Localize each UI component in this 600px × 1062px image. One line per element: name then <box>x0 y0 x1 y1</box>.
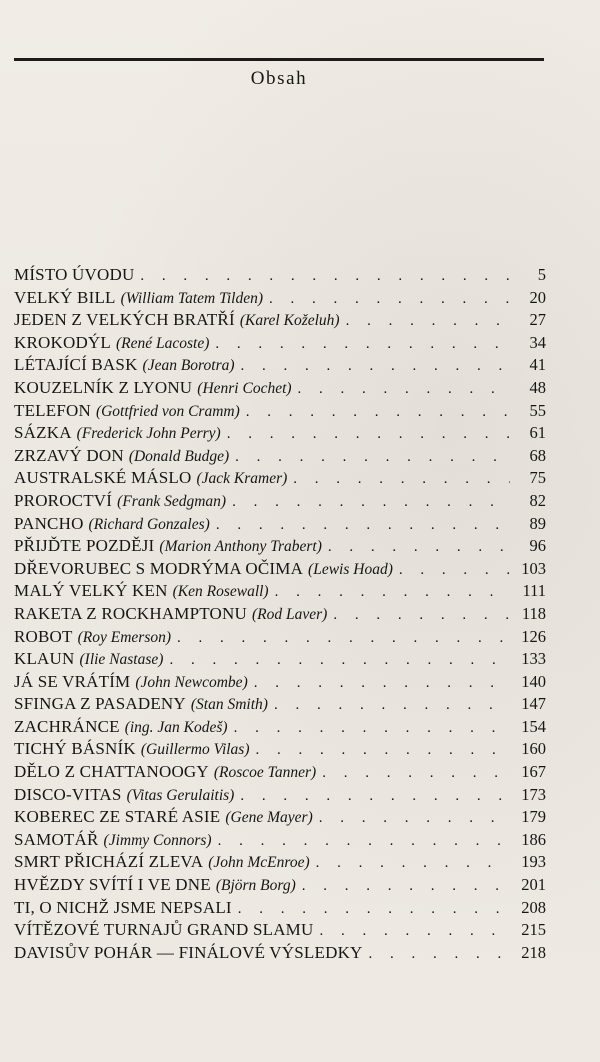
dot-leader <box>254 672 510 695</box>
chapter-title: VÍTĚZOVÉ TURNAJŮ GRAND SLAMU <box>14 920 314 940</box>
player-name: (Jack Kramer) <box>196 470 288 488</box>
chapter-title: TICHÝ BÁSNÍK <box>14 739 136 759</box>
page-number: 61 <box>529 423 546 443</box>
page-number: 75 <box>529 468 546 488</box>
page-number: 118 <box>521 603 546 623</box>
page-number: 27 <box>529 310 546 330</box>
dot-leader <box>140 265 510 288</box>
chapter-title: JEDEN Z VELKÝCH BRATŘÍ <box>14 310 235 330</box>
dot-leader <box>216 514 510 537</box>
chapter-title: ZACHRÁNCE <box>14 716 120 736</box>
player-name: (Donald Budge) <box>128 447 230 465</box>
page-number: 140 <box>521 671 546 691</box>
player-name: (Vitas Gerulaitis) <box>126 786 235 804</box>
dot-leader <box>232 491 510 514</box>
toc-entry <box>14 851 546 874</box>
chapter-title: TELEFON <box>14 400 91 420</box>
dot-leader <box>319 920 510 943</box>
page-number: 34 <box>529 332 546 352</box>
chapter-title: MÍSTO ÚVODU <box>14 265 135 284</box>
player-name: (Ilie Nastase) <box>79 651 164 669</box>
chapter-title: PROROCTVÍ <box>14 490 113 510</box>
chapter-title: RAKETA Z ROCKHAMPTONU <box>14 603 247 623</box>
chapter-title: SFINGA Z PASADENY <box>14 694 186 714</box>
dot-leader <box>298 378 510 401</box>
dot-leader <box>241 355 510 378</box>
chapter-title: ZRZAVÝ DON <box>14 445 124 465</box>
chapter-title: HVĚZDY SVÍTÍ I VE DNE <box>14 875 211 895</box>
page-number: 208 <box>521 897 546 917</box>
toc-entry <box>14 648 546 671</box>
player-name: (Marion Anthony Trabert) <box>159 538 322 556</box>
chapter-title: JÁ SE VRÁTÍM <box>14 671 131 691</box>
player-name: (René Lacoste) <box>115 334 210 352</box>
player-name: (Gene Mayer) <box>225 809 313 827</box>
toc-entry <box>14 264 546 287</box>
page-number: 173 <box>521 784 546 804</box>
toc-entry <box>14 287 546 310</box>
page-number: 186 <box>521 829 546 849</box>
dot-leader <box>316 852 510 875</box>
player-name: (Ken Rosewall) <box>172 583 269 601</box>
page-number: 103 <box>521 558 546 578</box>
toc-entry <box>14 377 546 400</box>
toc-entry <box>14 897 546 920</box>
dot-leader <box>215 333 510 356</box>
chapter-title: LÉTAJÍCÍ BASK <box>14 355 138 375</box>
dot-leader <box>293 468 510 491</box>
toc-entry <box>14 580 546 603</box>
toc-entry <box>14 535 546 558</box>
page-number: 218 <box>521 942 546 962</box>
dot-leader <box>240 785 510 808</box>
chapter-title: MALÝ VELKÝ KEN <box>14 581 168 601</box>
player-name: (Frederick John Perry) <box>76 425 221 443</box>
toc-entry <box>14 874 546 897</box>
toc-entry <box>14 332 546 355</box>
toc-entry <box>14 829 546 852</box>
dot-leader <box>328 536 510 559</box>
toc-entry <box>14 671 546 694</box>
chapter-title: KOBEREC ZE STARÉ ASIE <box>14 807 221 827</box>
chapter-title: PANCHO <box>14 513 84 533</box>
dot-leader <box>274 694 510 717</box>
page-number: 215 <box>521 920 546 940</box>
page-number: 82 <box>529 490 546 510</box>
dot-leader <box>218 830 510 853</box>
player-name: (ing. Jan Kodeš) <box>124 718 228 736</box>
dot-leader <box>235 446 510 469</box>
dot-leader <box>256 739 510 762</box>
player-name: (John Newcombe) <box>135 673 248 691</box>
player-name: (Jean Borotra) <box>142 357 235 375</box>
dot-leader <box>275 581 510 604</box>
toc-entry <box>14 445 546 468</box>
toc-entry <box>14 942 546 965</box>
chapter-title: ROBOT <box>14 626 73 646</box>
player-name: (Karel Koželuh) <box>239 312 340 330</box>
player-name: (Guillermo Vilas) <box>140 741 250 759</box>
page-number: 154 <box>521 716 546 736</box>
toc-entry <box>14 603 546 626</box>
toc-entry <box>14 490 546 513</box>
chapter-title: SAMOTÁŘ <box>14 829 99 849</box>
toc-entry <box>14 467 546 490</box>
player-name: (Gottfried von Cramm) <box>95 402 240 420</box>
player-name: (Stan Smith) <box>190 696 268 714</box>
table-of-contents <box>14 264 546 964</box>
dot-leader <box>369 943 510 966</box>
dot-leader <box>346 310 510 333</box>
page-number: 55 <box>529 400 546 420</box>
page-number: 126 <box>521 626 546 646</box>
toc-entry <box>14 354 546 377</box>
player-name: (Frank Sedgman) <box>117 492 227 510</box>
dot-leader <box>238 898 510 921</box>
chapter-title: SÁZKA <box>14 423 72 443</box>
chapter-title: KROKODÝL <box>14 332 111 352</box>
page-number: 5 <box>537 265 546 284</box>
page-number: 193 <box>521 852 546 872</box>
page-number: 179 <box>521 807 546 827</box>
player-name: (Roscoe Tanner) <box>213 764 317 782</box>
player-name: (Björn Borg) <box>215 877 296 895</box>
chapter-title: VELKÝ BILL <box>14 287 116 307</box>
dot-leader <box>269 288 510 311</box>
page-number: 111 <box>522 581 546 601</box>
chapter-title: KLAUN <box>14 649 75 669</box>
page-number: 167 <box>521 762 546 782</box>
dot-leader <box>169 649 510 672</box>
page-number: 89 <box>529 513 546 533</box>
dot-leader <box>177 627 510 650</box>
dot-leader <box>322 762 510 785</box>
chapter-title: AUSTRALSKÉ MÁSLO <box>14 468 192 488</box>
chapter-title: TI, O NICHŽ JSME NEPSALI <box>14 897 232 917</box>
page-number: 96 <box>529 536 546 556</box>
toc-entry <box>14 513 546 536</box>
toc-entry <box>14 626 546 649</box>
player-name: (Jimmy Connors) <box>103 831 212 849</box>
player-name: (Roy Emerson) <box>77 628 172 646</box>
dot-leader <box>227 423 510 446</box>
chapter-title: KOUZELNÍK Z LYONU <box>14 377 193 397</box>
toc-entry <box>14 806 546 829</box>
toc-entry <box>14 400 546 423</box>
page-number: 133 <box>521 649 546 669</box>
player-name: (Lewis Hoad) <box>308 560 393 578</box>
chapter-title: DĚLO Z CHATTANOOGY <box>14 762 209 782</box>
dot-leader <box>246 401 510 424</box>
page-title: Obsah <box>250 68 308 89</box>
dot-leader <box>302 875 510 898</box>
toc-entry <box>14 738 546 761</box>
dot-leader <box>399 559 510 582</box>
player-name: (William Tatem Tilden) <box>120 289 264 307</box>
chapter-title: SMRT PŘICHÁZÍ ZLEVA <box>14 852 204 872</box>
page-number: 20 <box>529 287 546 307</box>
page-number: 68 <box>529 445 546 465</box>
page-number: 160 <box>521 739 546 759</box>
toc-entry <box>14 558 546 581</box>
top-rule <box>14 58 544 61</box>
toc-entry <box>14 309 546 332</box>
dot-leader <box>333 604 510 627</box>
player-name: (John McEnroe) <box>208 854 310 872</box>
page-number: 41 <box>529 355 546 375</box>
chapter-title: DAVISŮV POHÁR — FINÁLOVÉ VÝSLEDKY <box>14 942 363 962</box>
player-name: (Richard Gonzales) <box>88 515 210 533</box>
chapter-title: DISCO-VITAS <box>14 784 122 804</box>
chapter-title: DŘEVORUBEC S MODRÝMA OČIMA <box>14 558 304 578</box>
toc-entry <box>14 693 546 716</box>
toc-entry <box>14 919 546 942</box>
page-number: 48 <box>529 377 546 397</box>
player-name: (Henri Cochet) <box>197 379 292 397</box>
chapter-title: PŘIJĎTE POZDĚJI <box>14 536 155 556</box>
toc-entry <box>14 784 546 807</box>
toc-entry <box>14 422 546 445</box>
dot-leader <box>234 717 510 740</box>
dot-leader <box>319 807 510 830</box>
player-name: (Rod Laver) <box>252 605 328 623</box>
toc-entry <box>14 716 546 739</box>
page-number: 201 <box>521 875 546 895</box>
page-number: 147 <box>521 694 546 714</box>
toc-entry <box>14 761 546 784</box>
